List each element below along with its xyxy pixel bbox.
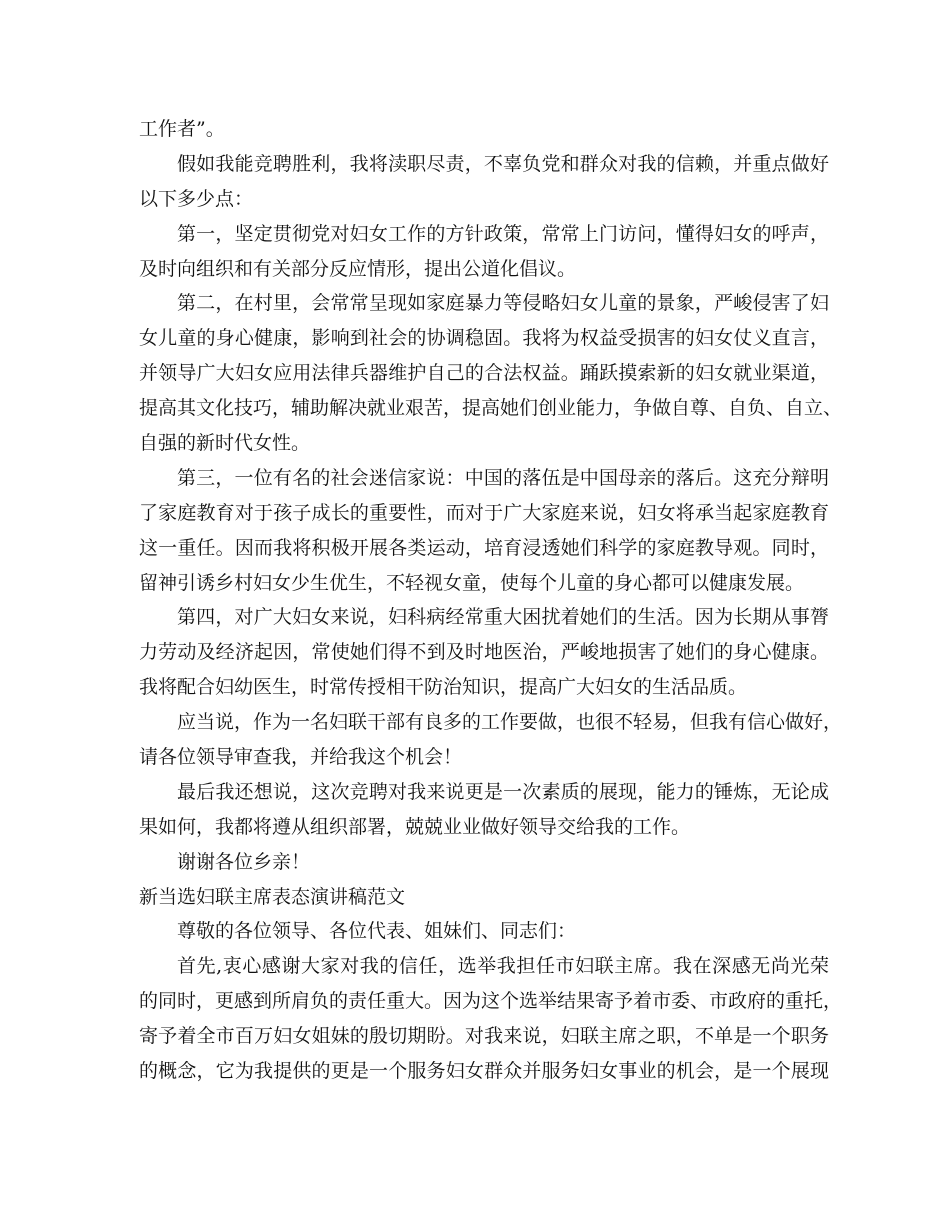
text-line: 留神引诱乡村妇女少生优生，不轻视女童，使每个儿童的身心都可以健康发展。 [139,571,805,594]
text-line: 第四，对广大妇女来说，妇科病经常重大困扰着她们的生活。因为长期从事膂 [177,606,829,629]
text-line: 及时向组织和有关部分反应情形，提出公道化倡议。 [139,257,577,280]
text-line: 工作者”。 [139,118,225,140]
text-line: 第二，在村里，会常常呈现如家庭暴力等侵略妇女儿童的景象，严峻侵害了妇 [177,292,829,315]
text-line: 应当说，作为一名妇联干部有良多的工作要做，也很不轻易，但我有信心做好， [177,711,843,734]
text-line: 我将配合妇幼医生，时常传授相干防治知识，提高广大妇女的生活品质。 [139,676,748,699]
text-line: 谢谢各位乡亲！ [177,850,311,873]
text-line: 请各位领导审查我，并给我这个机会！ [139,746,463,769]
text-line: 力劳动及经济起因，常使她们得不到及时地医治，严峻地损害了她们的身心健康。 [139,641,829,664]
text-line: 的同时，更感到所肩负的责任重大。因为这个选举结果寄予着市委、市政府的重托， [139,990,843,1013]
text-line: 寄予着全市百万妇女姐妹的殷切期盼。对我来说，妇联主席之职，不单是一个职务 [139,1025,829,1048]
text-line: 首先,衷心感谢大家对我的信任，选举我担任市妇联主席。我在深感无尚光荣 [177,955,829,978]
text-line: 第三，一位有名的社会迷信家说：中国的落伍是中国母亲的落后。这充分辩明 [177,466,829,489]
text-line: 最后我还想说，这次竞聘对我来说更是一次素质的展现，能力的锤炼，无论成 [177,780,829,803]
text-line: 了家庭教育对于孩子成长的重要性，而对于广大家庭来说，妇女将承当起家庭教育 [139,501,829,524]
document-body [139,112,843,1089]
text-line: 这一重任。因而我将积极开展各类运动，培育浸透她们科学的家庭教导观。同时， [139,536,829,559]
text-line: 以下多少点： [139,187,254,210]
text-line: 女儿童的身心健康，影响到社会的协调稳固。我将为权益受损害的妇女仗义直言， [139,327,829,350]
text-line: 的概念，它为我提供的更是一个服务妇女群众并服务妇女事业的机会，是一个展现 [139,1060,829,1083]
text-line: 新当选妇联主席表态演讲稿范文 [139,885,406,908]
text-line: 果如何，我都将遵从组织部署，兢兢业业做好领导交给我的工作。 [139,815,691,838]
text-line: 提高其文化技巧，辅助解决就业艰苦，提高她们创业能力，争做自尊、自负、自立、 [139,397,843,420]
text-line: 并领导广大妇女应用法律兵器维护自己的合法权益。踊跃摸索新的妇女就业渠道， [139,362,829,385]
text-line: 第一，坚定贯彻党对妇女工作的方针政策，常常上门访问，懂得妇女的呼声， [177,222,829,245]
text-line: 假如我能竞聘胜利，我将渎职尽责，不辜负党和群众对我的信赖，并重点做好 [177,152,829,175]
text-line: 自强的新时代女性。 [139,432,311,455]
text-line: 尊敬的各位领导、各位代表、姐妹们、同志们： [177,920,577,943]
